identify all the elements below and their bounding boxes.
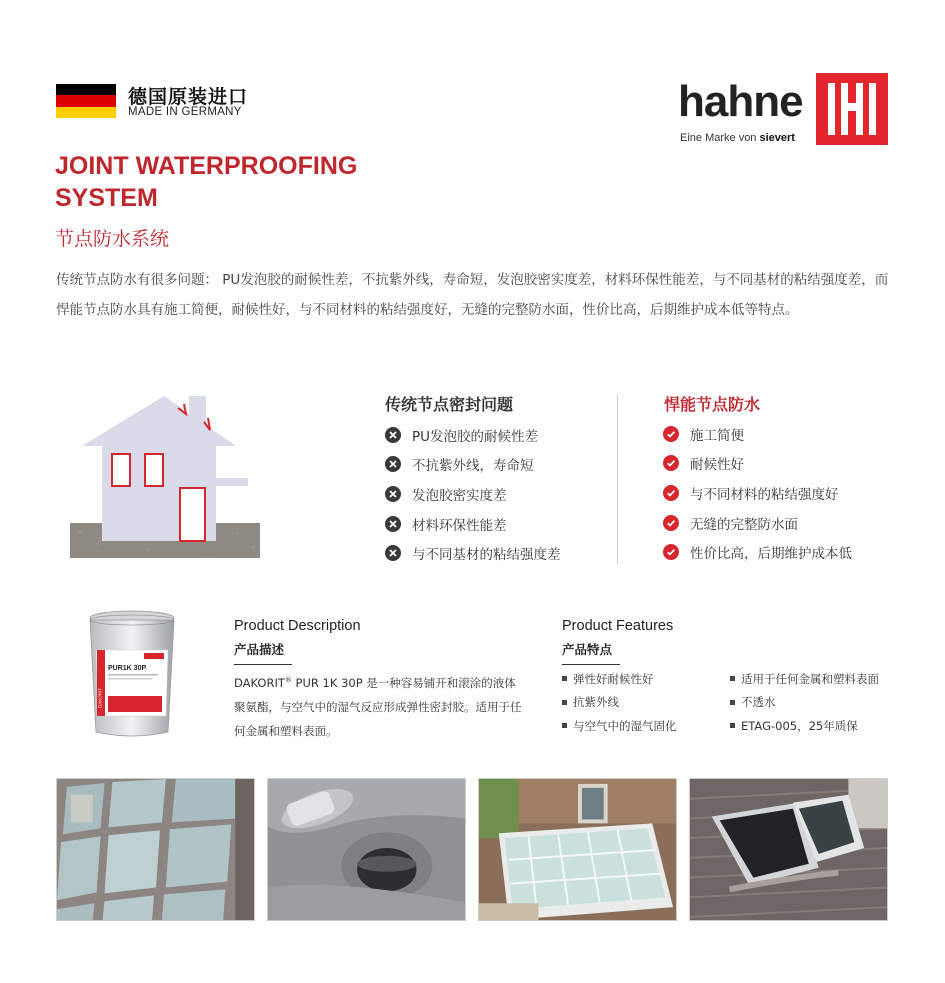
list-item: 与不同材料的粘结强度好 xyxy=(663,478,852,508)
hahne-advantages-heading: 悍能节点防水 xyxy=(664,395,761,414)
product-description-text: DAKORIT® PUR 1K 30P 是一种容易铺开和滚涂的液体聚氨酯，与空气中的湿气反应形成弹性密封胶。适用于任何金属和塑料表面。 xyxy=(234,675,522,738)
product-bucket-image xyxy=(82,608,182,740)
heading-underline xyxy=(562,664,620,665)
bucket-brand-label: DAKORIT xyxy=(97,687,103,708)
house-illustration xyxy=(68,392,268,562)
hahne-logo-icon xyxy=(816,73,888,145)
photo-pipe-sealing xyxy=(267,778,466,921)
check-circle-icon xyxy=(663,426,679,442)
x-circle-icon xyxy=(385,486,401,502)
list-item: PU发泡胶的耐候性差 xyxy=(385,420,561,450)
photo-skylight-roof xyxy=(56,778,255,921)
product-features-heading: Product Features xyxy=(562,618,674,634)
list-item: 无缝的完整防水面 xyxy=(663,508,852,538)
photo-roof-window xyxy=(689,778,888,921)
german-flag-icon xyxy=(56,84,116,118)
product-features-heading-cn: 产品特点 xyxy=(562,642,613,657)
x-circle-icon xyxy=(385,456,401,472)
x-circle-icon xyxy=(385,516,401,532)
brand-wordmark: hahne xyxy=(678,77,803,126)
list-item: 性价比高，后期维护成本低 xyxy=(663,537,852,567)
x-circle-icon xyxy=(385,427,401,443)
list-item: 不透水 xyxy=(730,691,879,715)
page-subtitle: 节点防水系统 xyxy=(55,228,170,250)
product-description-heading-cn: 产品描述 xyxy=(234,642,285,657)
bucket-product-label: PUR1K 30P xyxy=(108,665,147,672)
product-description-heading: Product Description xyxy=(234,618,361,634)
list-item: 抗紫外线 xyxy=(562,691,677,715)
list-item: ETAG-005，25年质保 xyxy=(730,714,879,738)
list-item: 发泡胶密实度差 xyxy=(385,479,561,509)
features-list-right xyxy=(730,667,879,738)
origin-label-en: MADE IN GERMANY xyxy=(128,106,242,118)
traditional-issues-heading: 传统节点密封问题 xyxy=(385,395,514,414)
x-circle-icon xyxy=(385,545,401,561)
check-circle-icon xyxy=(663,515,679,531)
brand-tagline: Eine Marke von sievert xyxy=(680,132,795,144)
list-item: 施工简便 xyxy=(663,419,852,449)
check-circle-icon xyxy=(663,455,679,471)
photo-glass-roof xyxy=(478,778,677,921)
features-list-left xyxy=(562,667,677,738)
check-circle-icon xyxy=(663,544,679,560)
intro-paragraph: 传统节点防水有很多问题： PU发泡胶的耐候性差，不抗紫外线，寿命短，发泡胶密实度差，材料环保性能差，与不同基材的粘结强度差，而悍能节点防水具有施工简便，耐候性好，与不同材料的粘结强度好，无缝的完整防水面，性价比高，后期维护成本低等特点。 xyxy=(56,272,889,318)
list-item: 与不同基材的粘结强度差 xyxy=(385,538,561,568)
list-item: 耐候性好 xyxy=(663,449,852,479)
list-item: 材料环保性能差 xyxy=(385,509,561,539)
list-item: 与空气中的湿气固化 xyxy=(562,714,677,738)
list-item: 适用于任何金属和塑料表面 xyxy=(730,667,879,691)
hahne-advantages-list xyxy=(663,419,852,567)
list-item: 不抗紫外线，寿命短 xyxy=(385,450,561,480)
heading-underline xyxy=(234,664,292,665)
traditional-issues-list xyxy=(385,420,561,568)
page-title: JOINT WATERPROOFING SYSTEM xyxy=(55,152,358,212)
list-item: 弹性好耐候性好 xyxy=(562,667,677,691)
origin-label-cn: 德国原装进口 xyxy=(128,86,249,108)
column-divider xyxy=(617,394,618,564)
check-circle-icon xyxy=(663,485,679,501)
